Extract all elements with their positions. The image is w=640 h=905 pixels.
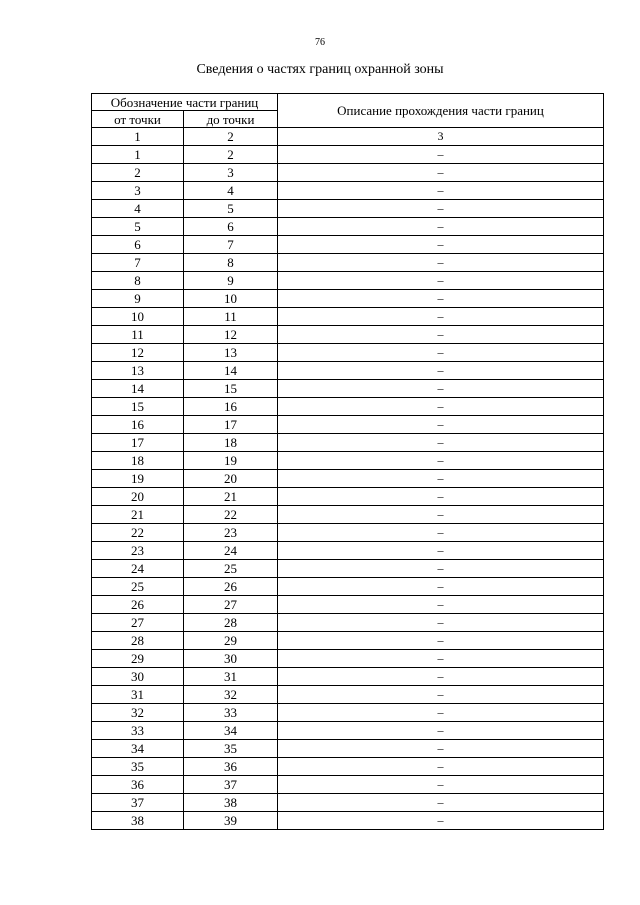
description-cell: – bbox=[278, 380, 604, 398]
table-row bbox=[92, 650, 604, 668]
page-number: 76 bbox=[315, 37, 325, 48]
from-point-cell: 30 bbox=[92, 668, 184, 686]
description-cell: – bbox=[278, 506, 604, 524]
from-point-cell: 18 bbox=[92, 452, 184, 470]
from-point-cell: 15 bbox=[92, 398, 184, 416]
description-cell: – bbox=[278, 416, 604, 434]
from-point-cell: 32 bbox=[92, 704, 184, 722]
description-cell: – bbox=[278, 776, 604, 794]
to-point-cell: 29 bbox=[184, 632, 278, 650]
column-number-row bbox=[92, 128, 604, 146]
to-point-cell: 25 bbox=[184, 560, 278, 578]
description-cell: – bbox=[278, 686, 604, 704]
to-point-cell: 6 bbox=[184, 218, 278, 236]
description-cell: – bbox=[278, 308, 604, 326]
description-cell: – bbox=[278, 596, 604, 614]
to-point-cell: 2 bbox=[184, 146, 278, 164]
header-description: Описание прохождения части границ bbox=[278, 94, 604, 128]
table-row bbox=[92, 812, 604, 830]
description-cell: – bbox=[278, 668, 604, 686]
header-from-point: от точки bbox=[92, 111, 184, 128]
to-point-cell: 15 bbox=[184, 380, 278, 398]
to-point-cell: 8 bbox=[184, 254, 278, 272]
to-point-cell: 21 bbox=[184, 488, 278, 506]
description-cell: – bbox=[278, 326, 604, 344]
table-row bbox=[92, 560, 604, 578]
boundary-parts-table bbox=[91, 93, 604, 830]
from-point-cell: 9 bbox=[92, 290, 184, 308]
from-point-cell: 34 bbox=[92, 740, 184, 758]
to-point-cell: 28 bbox=[184, 614, 278, 632]
description-cell: – bbox=[278, 344, 604, 362]
from-point-cell: 19 bbox=[92, 470, 184, 488]
table-row bbox=[92, 326, 604, 344]
to-point-cell: 18 bbox=[184, 434, 278, 452]
description-cell: – bbox=[278, 632, 604, 650]
from-point-cell: 20 bbox=[92, 488, 184, 506]
table-row bbox=[92, 614, 604, 632]
to-point-cell: 31 bbox=[184, 668, 278, 686]
description-cell: – bbox=[278, 290, 604, 308]
description-cell: – bbox=[278, 272, 604, 290]
from-point-cell: 26 bbox=[92, 596, 184, 614]
description-cell: – bbox=[278, 704, 604, 722]
to-point-cell: 19 bbox=[184, 452, 278, 470]
from-point-cell: 2 bbox=[92, 164, 184, 182]
description-cell: – bbox=[278, 542, 604, 560]
table-row bbox=[92, 290, 604, 308]
from-point-cell: 31 bbox=[92, 686, 184, 704]
table-row bbox=[92, 740, 604, 758]
to-point-cell: 27 bbox=[184, 596, 278, 614]
table-row bbox=[92, 506, 604, 524]
table-row bbox=[92, 398, 604, 416]
table-row bbox=[92, 182, 604, 200]
table-row bbox=[92, 434, 604, 452]
to-point-cell: 36 bbox=[184, 758, 278, 776]
description-cell: – bbox=[278, 812, 604, 830]
description-cell: – bbox=[278, 146, 604, 164]
from-point-cell: 1 bbox=[92, 146, 184, 164]
header-group-label: Обозначение части границ bbox=[92, 94, 278, 111]
description-cell: – bbox=[278, 218, 604, 236]
from-point-cell: 22 bbox=[92, 524, 184, 542]
table-row bbox=[92, 416, 604, 434]
table-row bbox=[92, 146, 604, 164]
from-point-cell: 36 bbox=[92, 776, 184, 794]
page-title: Сведения о частях границ охранной зоны bbox=[196, 62, 444, 77]
to-point-cell: 23 bbox=[184, 524, 278, 542]
description-cell: – bbox=[278, 758, 604, 776]
description-cell: – bbox=[278, 614, 604, 632]
table-row bbox=[92, 578, 604, 596]
to-point-cell: 7 bbox=[184, 236, 278, 254]
column-number: 1 bbox=[92, 128, 184, 146]
to-point-cell: 20 bbox=[184, 470, 278, 488]
table-row bbox=[92, 524, 604, 542]
to-point-cell: 10 bbox=[184, 290, 278, 308]
from-point-cell: 27 bbox=[92, 614, 184, 632]
to-point-cell: 17 bbox=[184, 416, 278, 434]
from-point-cell: 28 bbox=[92, 632, 184, 650]
from-point-cell: 12 bbox=[92, 344, 184, 362]
table-body bbox=[92, 128, 604, 830]
from-point-cell: 16 bbox=[92, 416, 184, 434]
from-point-cell: 24 bbox=[92, 560, 184, 578]
from-point-cell: 3 bbox=[92, 182, 184, 200]
table-row bbox=[92, 236, 604, 254]
to-point-cell: 12 bbox=[184, 326, 278, 344]
description-cell: – bbox=[278, 362, 604, 380]
column-number: 3 bbox=[278, 128, 604, 146]
from-point-cell: 29 bbox=[92, 650, 184, 668]
from-point-cell: 14 bbox=[92, 380, 184, 398]
from-point-cell: 23 bbox=[92, 542, 184, 560]
table-row bbox=[92, 470, 604, 488]
description-cell: – bbox=[278, 722, 604, 740]
table-row bbox=[92, 218, 604, 236]
table-row bbox=[92, 254, 604, 272]
to-point-cell: 30 bbox=[184, 650, 278, 668]
description-cell: – bbox=[278, 398, 604, 416]
table-row bbox=[92, 272, 604, 290]
description-cell: – bbox=[278, 164, 604, 182]
from-point-cell: 17 bbox=[92, 434, 184, 452]
to-point-cell: 5 bbox=[184, 200, 278, 218]
table-row bbox=[92, 596, 604, 614]
from-point-cell: 5 bbox=[92, 218, 184, 236]
from-point-cell: 7 bbox=[92, 254, 184, 272]
to-point-cell: 13 bbox=[184, 344, 278, 362]
to-point-cell: 24 bbox=[184, 542, 278, 560]
description-cell: – bbox=[278, 434, 604, 452]
to-point-cell: 14 bbox=[184, 362, 278, 380]
header-to-point: до точки bbox=[184, 111, 278, 128]
table-row bbox=[92, 632, 604, 650]
description-cell: – bbox=[278, 182, 604, 200]
table-row bbox=[92, 488, 604, 506]
table-row bbox=[92, 686, 604, 704]
description-cell: – bbox=[278, 650, 604, 668]
description-cell: – bbox=[278, 254, 604, 272]
to-point-cell: 9 bbox=[184, 272, 278, 290]
description-cell: – bbox=[278, 740, 604, 758]
to-point-cell: 26 bbox=[184, 578, 278, 596]
to-point-cell: 22 bbox=[184, 506, 278, 524]
table-row bbox=[92, 722, 604, 740]
table-row bbox=[92, 164, 604, 182]
from-point-cell: 35 bbox=[92, 758, 184, 776]
table-row bbox=[92, 704, 604, 722]
to-point-cell: 4 bbox=[184, 182, 278, 200]
table-row bbox=[92, 794, 604, 812]
from-point-cell: 6 bbox=[92, 236, 184, 254]
description-cell: – bbox=[278, 794, 604, 812]
column-number: 2 bbox=[184, 128, 278, 146]
table-row bbox=[92, 452, 604, 470]
to-point-cell: 34 bbox=[184, 722, 278, 740]
description-cell: – bbox=[278, 488, 604, 506]
to-point-cell: 32 bbox=[184, 686, 278, 704]
description-cell: – bbox=[278, 578, 604, 596]
table-row bbox=[92, 344, 604, 362]
table-row bbox=[92, 362, 604, 380]
description-cell: – bbox=[278, 524, 604, 542]
from-point-cell: 10 bbox=[92, 308, 184, 326]
to-point-cell: 37 bbox=[184, 776, 278, 794]
to-point-cell: 33 bbox=[184, 704, 278, 722]
to-point-cell: 3 bbox=[184, 164, 278, 182]
table-row bbox=[92, 308, 604, 326]
description-cell: – bbox=[278, 452, 604, 470]
description-cell: – bbox=[278, 200, 604, 218]
to-point-cell: 39 bbox=[184, 812, 278, 830]
to-point-cell: 11 bbox=[184, 308, 278, 326]
from-point-cell: 25 bbox=[92, 578, 184, 596]
table-row bbox=[92, 542, 604, 560]
table-row bbox=[92, 758, 604, 776]
description-cell: – bbox=[278, 236, 604, 254]
from-point-cell: 8 bbox=[92, 272, 184, 290]
from-point-cell: 33 bbox=[92, 722, 184, 740]
table-row bbox=[92, 776, 604, 794]
description-cell: – bbox=[278, 560, 604, 578]
table-row bbox=[92, 668, 604, 686]
description-cell: – bbox=[278, 470, 604, 488]
from-point-cell: 13 bbox=[92, 362, 184, 380]
from-point-cell: 21 bbox=[92, 506, 184, 524]
table-row bbox=[92, 380, 604, 398]
from-point-cell: 38 bbox=[92, 812, 184, 830]
from-point-cell: 4 bbox=[92, 200, 184, 218]
to-point-cell: 16 bbox=[184, 398, 278, 416]
from-point-cell: 11 bbox=[92, 326, 184, 344]
to-point-cell: 35 bbox=[184, 740, 278, 758]
to-point-cell: 38 bbox=[184, 794, 278, 812]
from-point-cell: 37 bbox=[92, 794, 184, 812]
table-row bbox=[92, 200, 604, 218]
